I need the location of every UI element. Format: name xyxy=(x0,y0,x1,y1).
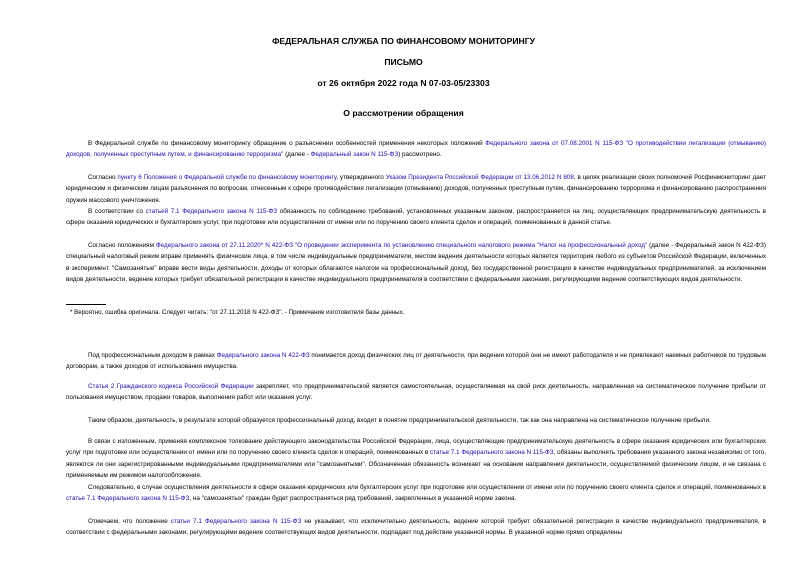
law-reference-link[interactable]: пункту 6 Положения о Федеральной службе по финансовому мониторингу xyxy=(117,174,337,181)
paragraph-interpretation xyxy=(66,436,766,481)
paragraph-text: (далее - Федеральный закон N 422-ФЗ) специальный налоговый режим вправе применять физические лица, в том числе индивидуальные предприниматели, местом ведения деятельности которых является территория любого из субъектов Российской Федерации, включенных в эксперимент. "Самозанятые" вправе вести виды деятельности, доходы от которых облагаются налогом на профессиональный доход, без государственной регистрации в качестве индивидуальных предпринимателей, за исключением видов деятельности, ведение которых требует обязательной регистрации в качестве индивидуального предпринимателя в соответствии с федеральными законами, регулирующими ведение соответствующих видов деятельности. xyxy=(66,242,766,283)
paragraph-authority xyxy=(66,172,766,206)
paragraph-text: , обязаны выполнять требования указанного закона независимо от того, являются ли они зарегистрированными индивидуальными предпринимателями или "самозанятыми". Обозначенная обязанность возникает на основании направления деятельности, осуществляемой физическим лицом, и не связана с применяемым им режимом налогообложения. xyxy=(66,449,766,479)
paragraph-text: Отмечаем, что положение xyxy=(88,518,171,525)
paragraph-text: ) рассмотрено. xyxy=(398,151,442,159)
law-reference-link[interactable]: Федеральный закон N 115-ФЗ xyxy=(310,151,399,159)
paragraph-text: , на "самозанятых" граждан будет распространяться ряд требований, закрепленных в указанной норме закона. xyxy=(189,495,517,503)
law-reference-link[interactable]: Федерального закона от 07.08.2001 N 115-ФЗ "О противодействии легализации (отмыванию) доходов, полученных преступным путем, и финансированию терроризма" xyxy=(66,140,766,159)
paragraph-consequence xyxy=(66,482,766,505)
organization-title: ФЕДЕРАЛЬНАЯ СЛУЖБА ПО ФИНАНСОВОМУ МОНИТОРИНГУ xyxy=(272,36,535,46)
paragraph-text: (далее - xyxy=(283,151,311,159)
paragraph-422-fz xyxy=(66,240,766,285)
document-type: ПИСЬМО xyxy=(384,57,423,67)
document-subject: О рассмотрении обращения xyxy=(343,108,464,118)
paragraph-text: Согласно положениям xyxy=(88,242,156,249)
paragraph-text: Под профессиональным доходом в рамках xyxy=(88,352,217,359)
law-reference-link[interactable]: статье 7.1 Федерального закона N 115-ФЗ xyxy=(430,449,554,457)
paragraph-text: обязанность по соблюдению требований, установленных указанным законом, распространяется на лиц, осуществляющих предпринимательскую деятельность в сфере оказания юридических и бухгалтерских услуг, при подготовке или осуществлении от имени или по поручению своего клиента сделок и операций, поименованных в данной статье. xyxy=(66,208,766,227)
law-reference-link[interactable]: статье 7.1 Федерального закона N 115-ФЗ xyxy=(66,495,190,503)
document-date-number: от 26 октября 2022 года N 07-03-05/23303 xyxy=(317,78,490,88)
law-reference-link[interactable]: статьей 7.1 Федерального закона N 115-ФЗ xyxy=(145,208,278,215)
paragraph-text: В связи с изложенным, применяя комплексное толкование действующего законодательства Российской Федерации, лица, осуществляющие предпринимательскую деятельность в сфере оказания юридических или бухгалтерских услуг при подготовке или осуществлении от имени или по поручению своего клиента сделок и операций, поименованных в xyxy=(66,438,766,457)
law-reference-link[interactable]: статьи 7.1 Федерального закона N 115-ФЗ xyxy=(170,518,302,525)
law-reference-link[interactable]: Статья 2 Гражданского кодекса Российской Федерации xyxy=(88,383,254,390)
paragraph-text: , в целях реализации своих полномочий Росфинмониторинг дает юридическим и физическим лицам разъяснения по вопросам, отнесенным к сфере противодействия легализации (отмыванию) доходов, полученных преступным путем, финансированию терроризма и финансированию распространения оружия массового уничтожения. xyxy=(66,174,766,204)
paragraph-professional-income xyxy=(66,350,766,373)
paragraph-text: В соответствии со xyxy=(88,208,146,215)
paragraph-text: закрепляет, что предпринимательской является самостоятельная, осуществляемая на свой риск деятельность, направленная на систематическое получение прибыли от пользования имуществом, продажи товаров, выполнения работ или оказания услуг. xyxy=(66,383,766,402)
paragraph-text: Согласно xyxy=(88,174,118,181)
paragraph-note xyxy=(66,516,766,539)
paragraph-conclusion xyxy=(66,415,766,426)
paragraph-text: Следовательно, в случае осуществления деятельности в сфере оказания юридических или бухгалтерских услуг при подготовке или осуществлении от имени или по поручению своего клиента сделок и операций, поименованных в xyxy=(88,484,766,491)
law-reference-link[interactable]: Федерального закона N 422-ФЗ xyxy=(216,352,310,359)
paragraph-civil-code xyxy=(66,381,766,404)
law-reference-link[interactable]: Федерального закона от 27.11.2020* N 422-ФЗ "О проведении эксперимента по установлению специального налогового режима "Налог на профессиональный доход" xyxy=(155,242,648,249)
paragraph-intro xyxy=(66,138,766,161)
paragraph-text: Таким образом, деятельность, в результате которой образуется профессиональный доход, входит в понятие предпринимательской деятельности, так как она направлена на систематическое получение прибыли. xyxy=(88,417,711,424)
footnote-divider xyxy=(66,304,106,305)
paragraph-text: не указывает, что исключительно деятельность, ведение которой требует обязательной регистрации в качестве индивидуального предпринимателя, в соответствии с федеральными законами, регулирующими ведение соответствующих видов деятельности, подпадает под действие указанной нормы. В указанной норме прямо определены xyxy=(66,518,766,537)
paragraph-text: В Федеральной службе по финансовому мониторингу обращение о разъяснении особенностей применения некоторых положений xyxy=(88,140,486,147)
law-reference-link[interactable]: Указом Президента Российской Федерации от 13.06.2012 N 808 xyxy=(385,174,574,181)
paragraph-article-7-1 xyxy=(66,206,766,229)
footnote: * Вероятно, ошибка оригинала. Следует читать: "от 27.11.2018 N 422-ФЗ". - Примечание изготовителя базы данных. xyxy=(70,309,405,316)
paragraph-text: , утвержденного xyxy=(336,174,386,181)
paragraph-text: понимается доход физических лиц от деятельности, при ведении которой они не имеют работодателя и не привлекают наемных работников по трудовым договорам, а также доходов от использования имущества. xyxy=(66,352,766,371)
